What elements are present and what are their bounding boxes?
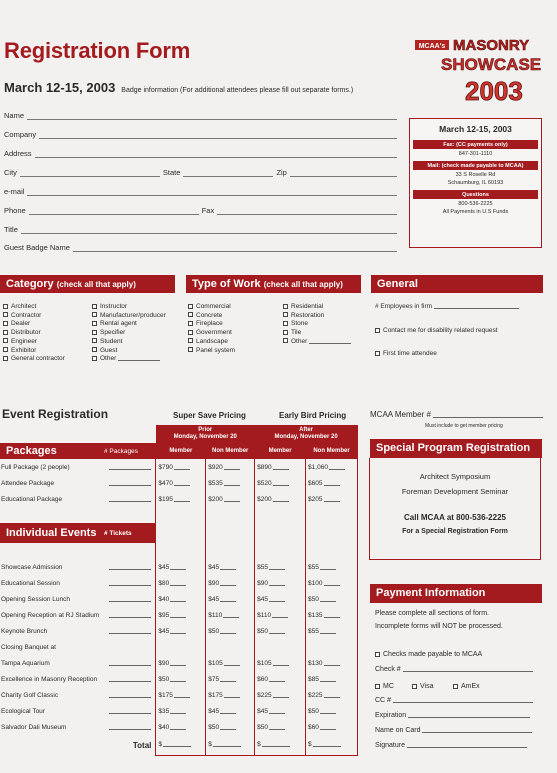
price-check-input[interactable] — [170, 580, 186, 586]
price-check-input[interactable] — [324, 496, 340, 502]
contact-info-box: March 12-15, 2003 Fax: (CC payments only) 847-301-1110 Mail: (check made payable to MCAA) 33 S Roselle Rd Schaumburg, IL 60193 Questions 800-536-2225 All Payments in U.S Funds — [409, 118, 542, 248]
special-program-header: Special Program Registration — [370, 439, 542, 458]
table-row: Opening Reception at RJ Stadium $95 $110 $110 $135 — [0, 607, 358, 623]
general-header: General — [371, 275, 543, 293]
checkbox-option[interactable]: Concrete — [188, 312, 235, 321]
checkbox-option[interactable]: Other — [283, 338, 351, 347]
page-title: Registration Form — [4, 38, 191, 63]
checkbox-icon[interactable] — [3, 338, 8, 343]
table-row: Salvador Dali Museum $40 $50 $50 $60 — [0, 719, 358, 735]
price-check-input[interactable] — [269, 580, 285, 586]
checkbox-icon[interactable] — [3, 330, 8, 335]
early-bird-label: Early Bird Pricing — [279, 411, 347, 420]
checkbox-icon[interactable] — [3, 312, 8, 317]
table-row: Excellence in Masonry Reception $50 $75 $60 $85 — [0, 671, 358, 687]
table-row: Opening Session Lunch $40 $45 $45 $50 — [0, 591, 358, 607]
quantity-input[interactable] — [109, 480, 151, 486]
price-check-input[interactable] — [269, 596, 285, 602]
checkbox-icon[interactable] — [92, 304, 97, 309]
checkbox-option[interactable]: Dealer — [3, 320, 65, 329]
checkbox-icon[interactable] — [283, 330, 288, 335]
checkbox-icon[interactable] — [283, 304, 288, 309]
price-check-input[interactable] — [273, 480, 289, 486]
special-program-box: Architect Symposium Foreman Development Seminar Call MCAA at 800-536-2225 For a Special Registration Form — [369, 458, 541, 560]
ticket-input[interactable] — [109, 612, 151, 618]
checkbox-icon[interactable] — [92, 312, 97, 317]
checkbox-option[interactable]: Fireplace — [188, 320, 235, 329]
checkbox-option[interactable]: Contractor — [3, 312, 65, 321]
checkbox-option[interactable]: Engineer — [3, 338, 65, 347]
expiration-field[interactable]: Expiration — [375, 712, 530, 719]
price-check-input[interactable] — [174, 692, 190, 698]
table-row: Tampa Aquarium $90 $105 $105 $130 — [0, 655, 358, 671]
price-check-input[interactable] — [220, 724, 236, 730]
category-header: Category (check all that apply) — [0, 275, 175, 293]
checkbox-option[interactable]: Landscape — [188, 338, 235, 347]
visa-checkbox[interactable]: Visa — [412, 683, 434, 692]
checkbox-icon[interactable] — [188, 321, 193, 326]
checkbox-option[interactable]: Instructor — [92, 303, 166, 312]
ticket-input[interactable] — [109, 692, 151, 698]
price-check-input[interactable] — [320, 628, 336, 634]
checkbox-icon[interactable] — [3, 347, 8, 352]
email-field[interactable]: e-mail — [4, 184, 400, 196]
checkbox-icon[interactable] — [188, 338, 193, 343]
price-check-input[interactable] — [324, 660, 340, 666]
checkbox-option[interactable]: Tile — [283, 329, 351, 338]
checkbox-icon[interactable] — [188, 330, 193, 335]
checkbox-option[interactable]: Residential — [283, 303, 351, 312]
checkbox-option[interactable]: Restoration — [283, 312, 351, 321]
price-check-input[interactable] — [224, 692, 240, 698]
price-check-input[interactable] — [170, 676, 186, 682]
table-row: Full Package (2 people) $790 $920 $890 $1,060 — [0, 459, 358, 475]
checkbox-option[interactable]: Student — [92, 338, 166, 347]
work-col1 — [188, 303, 235, 355]
svg-text:MCAA's: MCAA's — [418, 43, 446, 50]
table-row: Educational Package $195 $200 $200 $205 — [0, 491, 358, 507]
checkbox-option[interactable]: Architect — [3, 303, 65, 312]
disability-checkbox[interactable]: Contact me for disability related request — [375, 327, 498, 336]
company-field[interactable]: Company — [4, 127, 400, 139]
price-check-input[interactable] — [174, 480, 190, 486]
price-check-input[interactable] — [224, 464, 240, 470]
price-check-input[interactable] — [220, 708, 236, 714]
svg-text:SHOWCASE: SHOWCASE — [441, 55, 542, 74]
price-check-input[interactable] — [324, 692, 340, 698]
ticket-input[interactable] — [109, 628, 151, 634]
price-check-input[interactable] — [273, 496, 289, 502]
table-row: Attendee Package $470 $535 $520 $605 — [0, 475, 358, 491]
first-time-checkbox[interactable]: First time attendee — [375, 350, 437, 359]
total-input[interactable] — [163, 741, 191, 747]
mcaa-member-field[interactable]: MCAA Member # — [370, 410, 543, 419]
price-check-input[interactable] — [269, 564, 285, 570]
checkbox-icon[interactable] — [3, 356, 8, 361]
checkbox-icon[interactable] — [283, 312, 288, 317]
checkbox-option[interactable]: Commercial — [188, 303, 235, 312]
price-check-input[interactable] — [269, 628, 285, 634]
price-check-input[interactable] — [320, 564, 336, 570]
checkbox-option[interactable]: Panel system — [188, 347, 235, 356]
price-check-input[interactable] — [324, 580, 340, 586]
checkbox-icon[interactable] — [188, 312, 193, 317]
price-check-input[interactable] — [320, 596, 336, 602]
checkbox-option[interactable]: Stone — [283, 320, 351, 329]
mc-checkbox[interactable]: MC — [375, 683, 394, 692]
price-check-input[interactable] — [224, 480, 240, 486]
price-check-input[interactable] — [269, 708, 285, 714]
ticket-input[interactable] — [109, 564, 151, 570]
checkbox-icon[interactable] — [188, 304, 193, 309]
price-check-input[interactable] — [170, 612, 186, 618]
employees-field[interactable]: # Employees in firm — [375, 303, 519, 312]
price-check-input[interactable] — [329, 464, 345, 470]
price-check-input[interactable] — [324, 480, 340, 486]
checkbox-option[interactable]: Guest — [92, 347, 166, 356]
price-check-input[interactable] — [220, 596, 236, 602]
ticket-input[interactable] — [109, 596, 151, 602]
check-number-field[interactable]: Check # — [375, 666, 533, 673]
checkbox-option[interactable]: Other — [92, 355, 166, 364]
table-row: Showcase Admission $45 $45 $55 $55 — [0, 559, 358, 575]
price-check-input[interactable] — [273, 692, 289, 698]
amex-checkbox[interactable]: AmEx — [453, 683, 480, 692]
checkbox-icon[interactable] — [188, 347, 193, 352]
checks-checkbox[interactable]: Checks made payable to MCAA — [375, 651, 482, 660]
event-dates: March 12-15, 2003 Badge information (For additional attendees please fill out separate forms.) — [4, 80, 354, 95]
svg-text:MASONRY: MASONRY — [453, 37, 530, 54]
checkbox-icon[interactable] — [92, 347, 97, 352]
quantity-input[interactable] — [109, 464, 151, 470]
price-check-input[interactable] — [320, 724, 336, 730]
price-check-input[interactable] — [170, 708, 186, 714]
price-check-input[interactable] — [223, 612, 239, 618]
checkbox-option[interactable]: Government — [188, 329, 235, 338]
table-row: Ecological Tour $35 $45 $45 $50 — [0, 703, 358, 719]
price-check-input[interactable] — [273, 464, 289, 470]
price-check-input[interactable] — [272, 612, 288, 618]
payment-note-2: Incomplete forms will NOT be processed. — [375, 623, 503, 630]
price-check-input[interactable] — [269, 676, 285, 682]
checkbox-icon[interactable] — [283, 338, 288, 343]
price-check-input[interactable] — [170, 660, 186, 666]
price-check-input[interactable] — [220, 676, 236, 682]
price-check-input[interactable] — [324, 612, 340, 618]
payment-header: Payment Information — [370, 584, 542, 603]
address-field[interactable]: Address — [4, 146, 400, 158]
name-on-card-field[interactable]: Name on Card — [375, 727, 532, 734]
total-input[interactable] — [213, 741, 241, 747]
category-col2 — [92, 303, 166, 364]
table-row: Educational Session $80 $90 $90 $100 — [0, 575, 358, 591]
total-input[interactable] — [313, 741, 341, 747]
member-note: Must include to get member pricing — [425, 423, 503, 429]
price-check-input[interactable] — [224, 496, 240, 502]
cc-number-field[interactable]: CC # — [375, 697, 533, 704]
work-header: Type of Work (check all that apply) — [186, 275, 361, 293]
price-check-input[interactable] — [269, 724, 285, 730]
masonry-showcase-logo — [413, 28, 545, 110]
svg-text:2003: 2003 — [465, 76, 523, 106]
checkbox-icon[interactable] — [92, 356, 97, 361]
ticket-input[interactable] — [109, 724, 151, 730]
signature-field[interactable]: Signature — [375, 742, 527, 749]
checkbox-option[interactable]: Distributor — [3, 329, 65, 338]
checkbox-option[interactable]: Manufacturer/producer — [92, 312, 166, 321]
name-field[interactable]: Name — [4, 108, 400, 120]
price-check-input[interactable] — [174, 496, 190, 502]
price-check-input[interactable] — [273, 660, 289, 666]
checkbox-option[interactable]: Specifier — [92, 329, 166, 338]
title-field[interactable]: Title — [4, 222, 400, 234]
price-check-input[interactable] — [220, 580, 236, 586]
table-row: Keynote Brunch $45 $50 $50 $55 — [0, 623, 358, 639]
checkbox-icon[interactable] — [3, 321, 8, 326]
city-state-zip-field[interactable]: City State Zip — [4, 165, 400, 177]
event-pricing-table: Prior Monday, November 20 After Monday, November 20 Packages # Packages Member Non Member Member Non Member Full Package (2 people) $790 $920 $890 $1,060 Attendee Package $470 $535 $520 $605 Educational Package $195 $200 $200 $205 Individual Events # Tickets Showcase Admission $45 $45 $55 $55 Educational Session $80 $90 $90 $100 Opening Session Lunch $40 $45 $45 $50 Opening Reception at RJ Stadium $95 $110 $110 $135 Keynote Brunch $45 $50 $50 $55 Closing Banquet at Tampa Aquarium $90 $105 $105 $130 Excellence in Masonry Reception $50 $75 $60 $85 Charity Golf Classic $175 $175 $225 $225 Ecological Tour $35 $45 $45 $50 Salvador Dali Museum $40 $50 $50 $60 Total $ $ $ $ — [0, 425, 358, 756]
table-row: Charity Golf Classic $175 $175 $225 $225 — [0, 687, 358, 703]
ticket-input[interactable] — [109, 676, 151, 682]
phone-fax-field[interactable]: Phone Fax — [4, 203, 400, 215]
checkbox-option[interactable]: General contractor — [3, 355, 65, 364]
total-input[interactable] — [262, 741, 290, 747]
checkbox-icon[interactable] — [3, 304, 8, 309]
category-col1 — [3, 303, 65, 364]
badge-note: Badge information (For additional attendees please fill out separate forms.) — [121, 87, 354, 94]
ticket-input[interactable] — [109, 708, 151, 714]
ticket-input[interactable] — [109, 580, 151, 586]
checkbox-option[interactable]: Exhibitor — [3, 347, 65, 356]
price-check-input[interactable] — [220, 564, 236, 570]
price-check-input[interactable] — [170, 724, 186, 730]
price-check-input[interactable] — [170, 628, 186, 634]
price-check-input[interactable] — [170, 564, 186, 570]
checkbox-option[interactable]: Rental agent — [92, 320, 166, 329]
price-check-input[interactable] — [220, 628, 236, 634]
checkbox-icon[interactable] — [283, 321, 288, 326]
guest-badge-field[interactable]: Guest Badge Name — [4, 240, 400, 252]
quantity-input[interactable] — [109, 496, 151, 502]
price-check-input[interactable] — [174, 464, 190, 470]
checkbox-icon[interactable] — [92, 321, 97, 326]
event-registration-title: Event Registration — [2, 407, 109, 421]
checkbox-icon[interactable] — [92, 338, 97, 343]
price-check-input[interactable] — [320, 676, 336, 682]
price-check-input[interactable] — [320, 708, 336, 714]
ticket-input[interactable] — [109, 660, 151, 666]
checkbox-icon[interactable] — [92, 330, 97, 335]
work-col2 — [283, 303, 351, 347]
table-row: Closing Banquet at — [0, 639, 358, 655]
price-check-input[interactable] — [170, 596, 186, 602]
price-check-input[interactable] — [224, 660, 240, 666]
super-save-label: Super Save Pricing — [173, 411, 246, 420]
payment-note-1: Please complete all sections of form. — [375, 610, 489, 617]
